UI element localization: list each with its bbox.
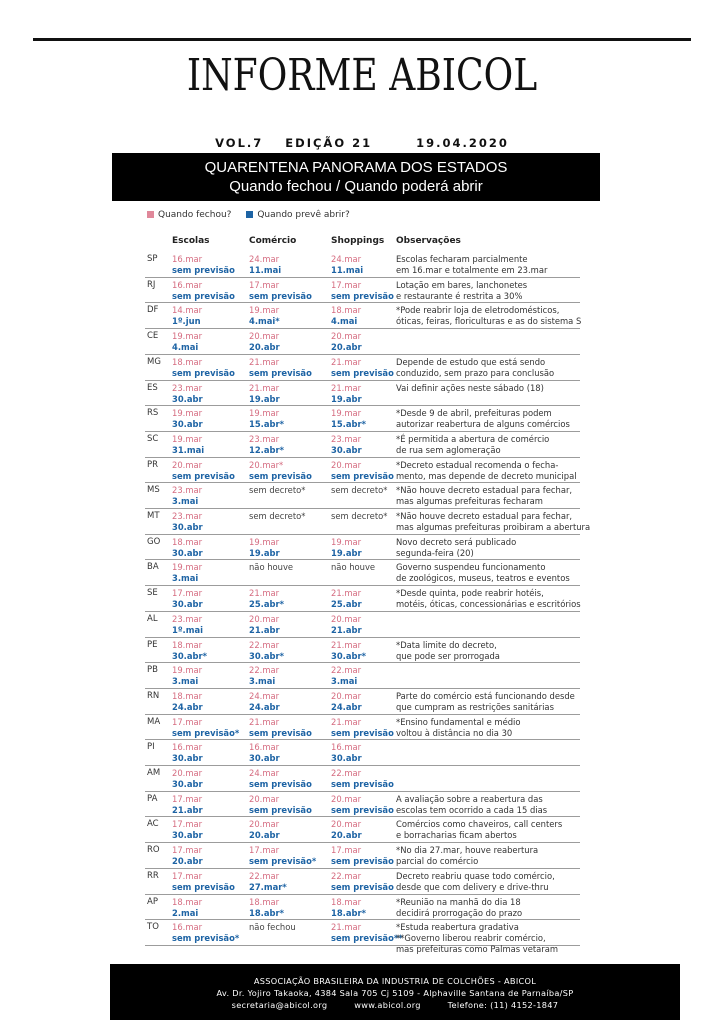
cell-com-reopen: 12.abr*: [249, 444, 284, 455]
footer-site: www.abicol.org: [354, 1000, 421, 1010]
cell-esc-reopen: 30.abr: [172, 779, 203, 789]
row-divider: [145, 739, 580, 740]
cell-com-closed: 24.mar: [249, 690, 280, 701]
row-divider: [145, 559, 580, 560]
cell-com-reopen: 19.abr: [249, 547, 280, 558]
row-divider: [145, 611, 580, 612]
state-code: PB: [147, 665, 158, 676]
newsletter-title: INFORME ABICOL: [186, 50, 538, 101]
state-code: AL: [147, 613, 158, 624]
cell-com-closed: 24.mar: [249, 768, 280, 778]
row-divider: [145, 405, 580, 406]
cell-sho-reopen: 30.abr*: [331, 650, 366, 661]
state-code: BA: [147, 562, 159, 573]
cell-sho-closed: 19.mar: [331, 408, 362, 419]
cell-observation: Decreto reabriu quase todo comércio,: [396, 870, 555, 881]
cell-com-closed: 17.mar: [249, 279, 280, 290]
cell-sho-closed: sem decreto*: [331, 485, 388, 496]
row-divider: [145, 585, 580, 586]
cell-com-closed: 21.mar: [249, 356, 280, 367]
cell-observation: conduzido, sem prazo para conclusão: [396, 367, 555, 378]
cell-com-closed: 22.mar: [249, 639, 280, 650]
top-rule: [33, 38, 691, 41]
cell-sho-reopen: 20.abr: [331, 830, 362, 841]
footer: [110, 964, 680, 1020]
cell-sho-reopen: 30.abr: [331, 444, 362, 455]
cell-observation: *Pode reabrir loja de eletrodomésticos,: [396, 305, 560, 316]
cell-com-reopen: 18.abr*: [249, 907, 284, 918]
cell-com-reopen: 20.abr: [249, 342, 280, 353]
cell-esc-reopen: 21.abr: [172, 804, 203, 815]
cell-sho-closed: 17.mar: [331, 845, 362, 856]
cell-observation: *Estuda reabertura gradativa: [396, 922, 519, 933]
cell-observation: *Não houve decreto estadual para fechar,: [396, 485, 573, 496]
cell-observation: mento, mas depende de decreto municipal: [396, 470, 577, 481]
cell-sho-closed: 22.mar: [331, 768, 362, 778]
state-code: CE: [147, 331, 159, 342]
cell-observation: Novo decreto será publicado: [396, 536, 517, 547]
cell-com-reopen: sem previsão: [249, 804, 312, 815]
cell-com-closed: 19.mar: [249, 305, 280, 316]
cell-com-reopen: 21.abr: [249, 624, 280, 635]
cell-sho-closed: não houve: [331, 562, 376, 573]
cell-com-reopen: 15.abr*: [249, 419, 284, 430]
cell-observation: A avaliação sobre a reabertura das: [396, 793, 543, 804]
cell-esc-closed: 16.mar: [172, 742, 203, 753]
cell-observation: mas prefeituras como Palmas vetaram: [396, 944, 559, 955]
cell-sho-closed: 20.mar: [331, 331, 362, 342]
section-banner: [112, 153, 600, 201]
cell-observation: escolas tem ocorrido a cada 15 dias: [396, 804, 548, 815]
cell-com-closed: 20.mar: [249, 819, 280, 830]
row-divider: [145, 688, 580, 689]
cell-esc-closed: 23.mar: [172, 613, 203, 624]
cell-esc-reopen: 2.mai: [172, 907, 199, 918]
cell-sho-reopen: sem previsão: [331, 881, 394, 892]
cell-com-closed: 23.mar: [249, 433, 280, 444]
state-code: SE: [147, 588, 158, 599]
cell-sho-closed: 20.mar: [331, 819, 362, 830]
state-code: PE: [147, 639, 158, 650]
footer-association: ASSOCIAÇÃO BRASILEIRA DA INDUSTRIA DE COLCHÕES - ABICOL: [253, 976, 537, 986]
cell-observation: Comércios como chaveiros, call centers: [396, 819, 563, 830]
cell-observation: *Ensino fundamental e médio: [396, 716, 521, 727]
cell-esc-closed: 23.mar: [172, 382, 203, 393]
row-divider: [145, 380, 580, 381]
cell-esc-reopen: 3.mai: [172, 573, 199, 584]
cell-observation: *Não houve decreto estadual para fechar,: [396, 511, 573, 521]
cell-com-reopen: sem previsão*: [249, 856, 317, 867]
state-code: MA: [147, 716, 161, 727]
cell-com-reopen: 30.abr: [249, 753, 280, 764]
cell-esc-closed: 18.mar: [172, 536, 203, 547]
row-divider: [145, 277, 580, 278]
cell-esc-reopen: sem previsão: [172, 367, 235, 378]
cell-com-closed: 20.mar: [249, 793, 280, 804]
row-divider: [145, 919, 580, 920]
cell-com-closed: 19.mar: [249, 536, 280, 547]
cell-sho-closed: 19.mar: [331, 536, 362, 547]
cell-com-reopen: 25.abr*: [249, 599, 284, 610]
cell-esc-reopen: 31.mai: [172, 444, 205, 455]
row-divider: [145, 637, 580, 638]
cell-esc-closed: 19.mar: [172, 331, 203, 342]
state-code: RR: [147, 870, 159, 881]
cell-com-reopen: 24.abr: [249, 701, 280, 712]
volume: VOL.7: [215, 136, 264, 150]
cell-sho-closed: 23.mar: [331, 433, 362, 444]
legend-closed-label: Quando fechou?: [158, 210, 232, 220]
legend-open: [246, 210, 349, 220]
cell-esc-closed: 17.mar: [172, 819, 203, 830]
state-code: RS: [147, 408, 159, 419]
state-code: DF: [147, 305, 159, 316]
cell-esc-closed: 18.mar: [172, 690, 203, 701]
row-divider: [145, 534, 580, 535]
cell-observation: Escolas fecharam parcialmente: [396, 254, 528, 264]
cell-observation: desde que com delivery e drive-thru: [396, 881, 549, 892]
cell-observation: *Desde quinta, pode reabrir hotéis,: [396, 588, 544, 599]
cell-observation: Parte do comércio está funcionando desde: [396, 690, 575, 701]
cell-esc-reopen: 30.abr: [172, 599, 203, 610]
cell-com-reopen: 30.abr*: [249, 650, 284, 661]
cell-esc-reopen: sem previsão*: [172, 933, 240, 944]
issue-line: [0, 136, 724, 150]
row-divider: [145, 431, 580, 432]
state-code: SC: [147, 433, 159, 444]
cell-esc-closed: 18.mar: [172, 639, 203, 650]
cell-com-closed: 16.mar: [249, 742, 280, 753]
cell-sho-closed: 21.mar: [331, 356, 362, 367]
legend-closed: [147, 210, 231, 220]
cell-observation: em 16.mar e totalmente em 23.mar: [396, 265, 548, 275]
cell-sho-reopen: 20.abr: [331, 342, 362, 353]
cell-esc-closed: 19.mar: [172, 665, 203, 676]
cell-observation: Lotação em bares, lanchonetes: [396, 279, 528, 290]
cell-esc-closed: 20.mar: [172, 768, 203, 778]
cell-observation: óticas, feiras, floriculturas e as do sistema S: [396, 316, 582, 327]
row-divider: [145, 354, 580, 355]
cell-com-reopen: sem previsão: [249, 367, 312, 378]
cell-esc-closed: 18.mar: [172, 896, 203, 907]
cell-observation: mas algumas prefeituras fecharam: [396, 496, 543, 507]
cell-com-reopen: 19.abr: [249, 393, 280, 404]
cell-com-reopen: sem previsão: [249, 727, 312, 738]
row-divider: [145, 868, 580, 869]
cell-esc-closed: 16.mar: [172, 254, 203, 264]
state-code: TO: [147, 922, 159, 933]
cell-sho-closed: 22.mar: [331, 665, 362, 676]
cell-observation: Governo suspendeu funcionamento: [396, 562, 546, 573]
row-divider: [145, 662, 580, 663]
cell-sho-reopen: 19.abr: [331, 547, 362, 558]
cell-com-closed: 22.mar: [249, 665, 280, 676]
cell-esc-reopen: 24.abr: [172, 701, 203, 712]
cell-esc-closed: 19.mar: [172, 408, 203, 419]
footer-address: Av. Dr. Yojiro Takaoka, 4384 Sala 705 Cj 5109 - Alphaville Santana de Parnaíba/SP: [216, 988, 574, 998]
cell-observation: de zoológicos, museus, teatros e eventos: [396, 573, 570, 584]
banner-subtitle: Quando fechou / Quando poderá abrir: [229, 178, 483, 195]
cell-com-closed: 24.mar: [249, 254, 280, 264]
footer-email: secretaria@abicol.org: [231, 1000, 328, 1010]
cell-observation: que pode ser prorrogada: [396, 650, 500, 661]
cell-sho-reopen: sem previsão: [331, 804, 394, 815]
legend-open-label: Quando prevê abrir?: [257, 210, 350, 220]
cell-observation: *Decreto estadual recomenda o fecha-: [396, 459, 559, 470]
cell-esc-reopen: sem previsão: [172, 470, 235, 481]
row-divider: [145, 457, 580, 458]
cell-sho-closed: 20.mar: [331, 459, 362, 470]
state-code: MG: [147, 356, 161, 367]
cell-esc-closed: 17.mar: [172, 588, 203, 599]
state-code: AC: [147, 819, 159, 830]
cell-sho-closed: 20.mar: [331, 613, 362, 624]
cell-sho-reopen: sem previsão: [331, 856, 394, 867]
cell-com-closed: 21.mar: [249, 382, 280, 393]
column-header-shoppings: Shoppings: [331, 236, 385, 246]
cell-observation: parcial do comércio: [396, 856, 479, 867]
column-header-comercio: Comércio: [249, 236, 297, 246]
cell-sho-reopen: 3.mai: [331, 676, 358, 687]
cell-esc-reopen: 3.mai: [172, 496, 199, 507]
state-code: RO: [147, 845, 160, 856]
cell-esc-reopen: 30.abr: [172, 830, 203, 841]
state-code: AP: [147, 896, 158, 907]
cell-sho-closed: 21.mar: [331, 639, 362, 650]
cell-observation: voltou à distância no dia 30: [396, 727, 513, 738]
row-divider: [145, 482, 580, 483]
column-header-escolas: Escolas: [172, 236, 210, 246]
edition: EDIÇÃO 21: [285, 136, 373, 150]
cell-sho-closed: 18.mar: [331, 896, 362, 907]
cell-esc-closed: 19.mar: [172, 433, 203, 444]
cell-esc-closed: 17.mar: [172, 845, 203, 856]
cell-com-reopen: sem previsão: [249, 470, 312, 481]
cell-com-reopen: 11.mai: [249, 265, 282, 275]
cell-com-closed: 21.mar: [249, 716, 280, 727]
state-code: PR: [147, 459, 159, 470]
footer-contacts: [110, 999, 680, 1011]
cell-sho-reopen: 15.abr*: [331, 419, 366, 430]
cell-com-closed: não houve: [249, 562, 294, 573]
state-code: SP: [147, 254, 158, 264]
column-header-observacoes: Observações: [396, 236, 461, 246]
cell-observation: de rua sem aglomeração: [396, 444, 501, 455]
state-code: PA: [147, 793, 158, 804]
cell-esc-closed: 18.mar: [172, 356, 203, 367]
state-code: RN: [147, 690, 160, 701]
cell-esc-reopen: sem previsão: [172, 881, 235, 892]
cell-sho-closed: 18.mar: [331, 305, 362, 316]
cell-sho-reopen: 18.abr*: [331, 907, 366, 918]
cell-esc-reopen: 20.abr: [172, 856, 203, 867]
cell-esc-closed: 17.mar: [172, 716, 203, 727]
cell-sho-closed: 21.mar: [331, 716, 362, 727]
cell-esc-closed: 16.mar: [172, 279, 203, 290]
cell-sho-closed: 20.mar: [331, 793, 362, 804]
cell-esc-closed: 17.mar: [172, 870, 203, 881]
row-divider: [145, 765, 580, 766]
cell-sho-reopen: sem previsão: [331, 470, 394, 481]
cell-esc-reopen: sem previsão: [172, 290, 235, 301]
row-divider: [145, 894, 580, 895]
legend-closed-swatch: [147, 211, 154, 218]
cell-esc-closed: 19.mar: [172, 562, 203, 573]
legend: [147, 210, 362, 220]
cell-esc-closed: 23.mar: [172, 485, 203, 496]
cell-com-reopen: 3.mai: [249, 676, 276, 687]
cell-observation: *Data limite do decreto,: [396, 639, 497, 650]
cell-com-reopen: sem previsão: [249, 290, 312, 301]
cell-observation: Depende de estudo que está sendo: [396, 356, 546, 367]
cell-sho-reopen: sem previsão: [331, 290, 394, 301]
cell-observation: que cumpram as restrições sanitárias: [396, 701, 554, 712]
cell-com-closed: sem decreto*: [249, 511, 306, 521]
cell-com-closed: 20.mar: [249, 613, 280, 624]
state-code: MT: [147, 511, 160, 521]
cell-com-closed: 21.mar: [249, 588, 280, 599]
cell-observation: Vai definir ações neste sábado (18): [396, 382, 544, 393]
state-code: GO: [147, 536, 161, 547]
cell-observation: *Desde 9 de abril, prefeituras podem: [396, 408, 552, 419]
cell-esc-reopen: 30.abr: [172, 393, 203, 404]
cell-com-closed: 20.mar*: [249, 459, 284, 470]
cell-esc-closed: 20.mar: [172, 459, 203, 470]
cell-esc-reopen: 3.mai: [172, 676, 199, 687]
cell-esc-reopen: 30.abr: [172, 522, 203, 532]
cell-observation: segunda-feira (20): [396, 547, 474, 558]
cell-esc-closed: 16.mar: [172, 922, 203, 933]
cell-esc-reopen: 30.abr: [172, 753, 203, 764]
cell-observation: *No dia 27.mar, houve reabertura: [396, 845, 539, 856]
cell-sho-closed: 21.mar: [331, 588, 362, 599]
cell-sho-reopen: sem previsão**: [331, 933, 403, 944]
legend-open-swatch: [246, 211, 253, 218]
cell-com-reopen: 20.abr: [249, 830, 280, 841]
state-code: RJ: [147, 279, 156, 290]
row-divider: [145, 791, 580, 792]
cell-esc-closed: 14.mar: [172, 305, 203, 316]
cell-esc-closed: 17.mar: [172, 793, 203, 804]
cell-sho-closed: sem decreto*: [331, 511, 388, 521]
cell-observation: *É permitida a abertura de comércio: [396, 433, 550, 444]
cell-sho-reopen: 25.abr: [331, 599, 362, 610]
cell-com-closed: 19.mar: [249, 408, 280, 419]
cell-sho-closed: 21.mar: [331, 922, 362, 933]
row-divider: [145, 842, 580, 843]
cell-esc-reopen: sem previsão*: [172, 727, 240, 738]
cell-com-reopen: 4.mai*: [249, 316, 280, 327]
cell-com-closed: 20.mar: [249, 331, 280, 342]
cell-esc-reopen: 30.abr: [172, 419, 203, 430]
state-code: PI: [147, 742, 155, 753]
cell-sho-reopen: sem previsão: [331, 367, 394, 378]
cell-sho-reopen: 30.abr: [331, 753, 362, 764]
cell-com-closed: não fechou: [249, 922, 296, 933]
cell-observation: e borracharias ficam abertos: [396, 830, 517, 841]
cell-sho-reopen: 19.abr: [331, 393, 362, 404]
cell-sho-reopen: 21.abr: [331, 624, 362, 635]
cell-esc-closed: 23.mar: [172, 511, 203, 521]
cell-sho-closed: 17.mar: [331, 279, 362, 290]
row-divider: [145, 714, 580, 715]
cell-sho-closed: 22.mar: [331, 870, 362, 881]
cell-observation: e restaurante é restrita a 30%: [396, 290, 523, 301]
cell-com-closed: 22.mar: [249, 870, 280, 881]
cell-sho-reopen: 24.abr: [331, 701, 362, 712]
cell-esc-reopen: 1º.jun: [172, 316, 201, 327]
cell-com-closed: 17.mar: [249, 845, 280, 856]
state-code: AM: [147, 768, 161, 778]
cell-sho-closed: 16.mar: [331, 742, 362, 753]
cell-sho-reopen: 4.mai: [331, 316, 358, 327]
row-divider: [145, 302, 580, 303]
footer-phone: Telefone: (11) 4152-1847: [447, 1000, 559, 1010]
cell-sho-closed: 20.mar: [331, 690, 362, 701]
cell-esc-reopen: 30.abr: [172, 547, 203, 558]
cell-com-closed: sem decreto*: [249, 485, 306, 496]
cell-sho-reopen: 11.mai: [331, 265, 364, 275]
cell-sho-reopen: sem previsão: [331, 779, 394, 789]
banner-title: QUARENTENA PANORAMA DOS ESTADOS: [204, 159, 508, 176]
cell-com-reopen: sem previsão: [249, 779, 312, 789]
cell-esc-reopen: 4.mai: [172, 342, 199, 353]
cell-observation: *Reunião na manhã do dia 18: [396, 896, 521, 907]
cell-esc-reopen: sem previsão: [172, 265, 235, 275]
cell-observation: autorizar reabertura de alguns comércios: [396, 419, 570, 430]
state-code: MS: [147, 485, 160, 496]
cell-com-closed: 18.mar: [249, 896, 280, 907]
cell-sho-closed: 24.mar: [331, 254, 362, 264]
cell-sho-reopen: sem previsão: [331, 727, 394, 738]
row-divider: [145, 816, 580, 817]
cell-esc-reopen: 30.abr*: [172, 650, 207, 661]
cell-com-reopen: 27.mar*: [249, 881, 287, 892]
cell-sho-closed: 21.mar: [331, 382, 362, 393]
cell-observation: **Governo liberou reabrir comércio,: [396, 933, 546, 944]
cell-observation: motéis, óticas, concessionárias e escritórios: [396, 599, 581, 610]
cell-esc-reopen: 1º.mai: [172, 624, 203, 635]
state-code: ES: [147, 382, 158, 393]
cell-observation: decidirá prorrogação do prazo: [396, 907, 523, 918]
cell-observation: mas algumas prefeituras proibiram a abertura: [396, 522, 591, 532]
row-divider: [145, 508, 580, 509]
row-divider: [145, 328, 580, 329]
issue-date: 19.04.2020: [416, 136, 509, 150]
